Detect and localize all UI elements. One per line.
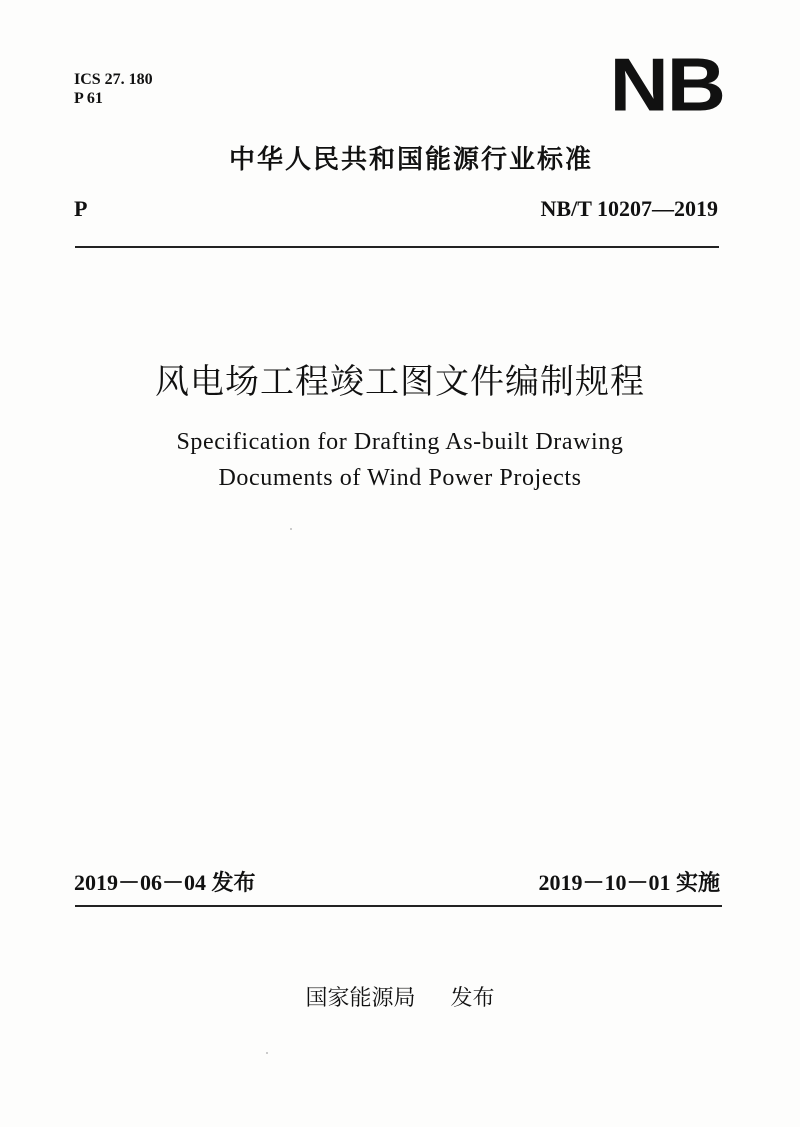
english-title-line-2: Documents of Wind Power Projects	[218, 465, 582, 491]
classification-codes	[74, 70, 153, 108]
standard-number: NB/T 10207—2019	[540, 196, 718, 221]
category-letter: P	[74, 196, 88, 221]
ccs-code: P 61	[74, 90, 103, 107]
document-title-english	[0, 424, 800, 496]
nb-logo: NB	[609, 43, 724, 128]
english-title-line-1: Specification for Drafting As-built Drawing	[176, 429, 624, 455]
print-speck	[290, 528, 292, 530]
publisher-line: 国家能源局 发布	[305, 986, 495, 1011]
implementation-date: 2019－10－01 实施	[538, 870, 720, 895]
ics-code: ICS 27. 180	[74, 71, 153, 88]
document-title-chinese: 风电场工程竣工图文件编制规程	[155, 362, 645, 402]
print-speck	[266, 1052, 268, 1054]
bottom-divider	[75, 905, 722, 907]
standard-type-heading: 中华人民共和国能源行业标准	[228, 145, 593, 175]
top-divider	[75, 246, 719, 248]
issue-date: 2019－06－04 发布	[74, 870, 256, 895]
